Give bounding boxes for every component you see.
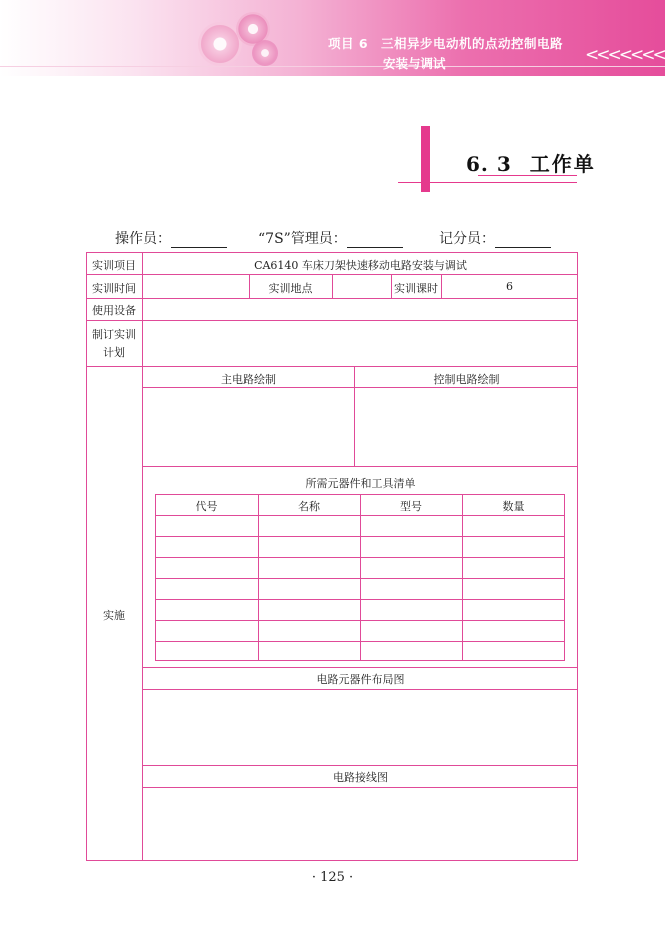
seven-s-manager-label: “7S”管理员： (258, 231, 347, 247)
layout-diagram-label: 电路元器件布局图 (316, 673, 405, 686)
page-number: · 125 · (311, 870, 354, 885)
project-label: 实训项目 (92, 259, 136, 272)
main-circuit-label: 主电路绘制 (221, 373, 276, 386)
recorder-label: 记分员： (439, 231, 495, 247)
components-row-divider (155, 599, 565, 600)
components-row-divider (155, 557, 565, 558)
section-number: 6. 3 (466, 152, 512, 176)
seven-s-manager-field (258, 228, 403, 248)
components-row-divider (155, 515, 565, 516)
seven-s-manager-blank[interactable] (347, 233, 403, 248)
recorder-blank[interactable] (495, 233, 551, 248)
section-name: 工作单 (529, 152, 596, 176)
row-divider (86, 366, 578, 367)
plan-label-line2: 计划 (103, 346, 125, 359)
components-header-code: 代号 (195, 500, 218, 513)
operator-label: 操作员： (115, 231, 171, 247)
row-divider (86, 320, 578, 321)
section-underline (398, 182, 577, 183)
components-row-divider (155, 536, 565, 537)
control-circuit-label: 控制电路绘制 (433, 373, 500, 386)
row-divider (142, 667, 578, 668)
equipment-label: 使用设备 (92, 304, 136, 317)
row-divider (142, 466, 578, 467)
gear-decoration-icon (252, 40, 278, 66)
components-header-name: 名称 (298, 500, 320, 513)
plan-label-line1: 制订实训 (92, 328, 136, 341)
page-header (0, 0, 665, 76)
project-title-line1: 项目 6 三相异步电动机的点动控制电路 (328, 36, 564, 51)
components-row-divider (155, 641, 565, 642)
project-title-line2: 安装与调试 (383, 56, 446, 71)
operator-field (115, 228, 227, 248)
components-header-model: 型号 (400, 500, 422, 513)
time-label: 实训时间 (92, 282, 136, 295)
components-title: 所需元器件和工具清单 (305, 477, 416, 490)
location-label: 实训地点 (268, 282, 313, 295)
components-row-divider (155, 578, 565, 579)
row-divider (86, 298, 578, 299)
row-divider (142, 787, 578, 788)
wiring-diagram-label: 电路接线图 (333, 771, 388, 784)
components-header-quantity: 数量 (502, 500, 525, 513)
hours-value: 6 (506, 280, 513, 293)
implementation-label: 实施 (103, 609, 125, 622)
header-divider (0, 66, 665, 67)
row-divider (142, 387, 578, 388)
recorder-field (439, 228, 551, 248)
row-divider (142, 689, 578, 690)
operator-blank[interactable] (171, 233, 227, 248)
chevrons-decoration-icon: <<<<<<< (585, 45, 664, 65)
row-divider (142, 765, 578, 766)
components-row-divider (155, 620, 565, 621)
section-title (466, 148, 596, 177)
project-value: CA6140 车床刀架快速移动电路安装与调试 (254, 259, 467, 272)
col-divider (332, 274, 333, 298)
hours-label: 实训课时 (394, 282, 438, 295)
